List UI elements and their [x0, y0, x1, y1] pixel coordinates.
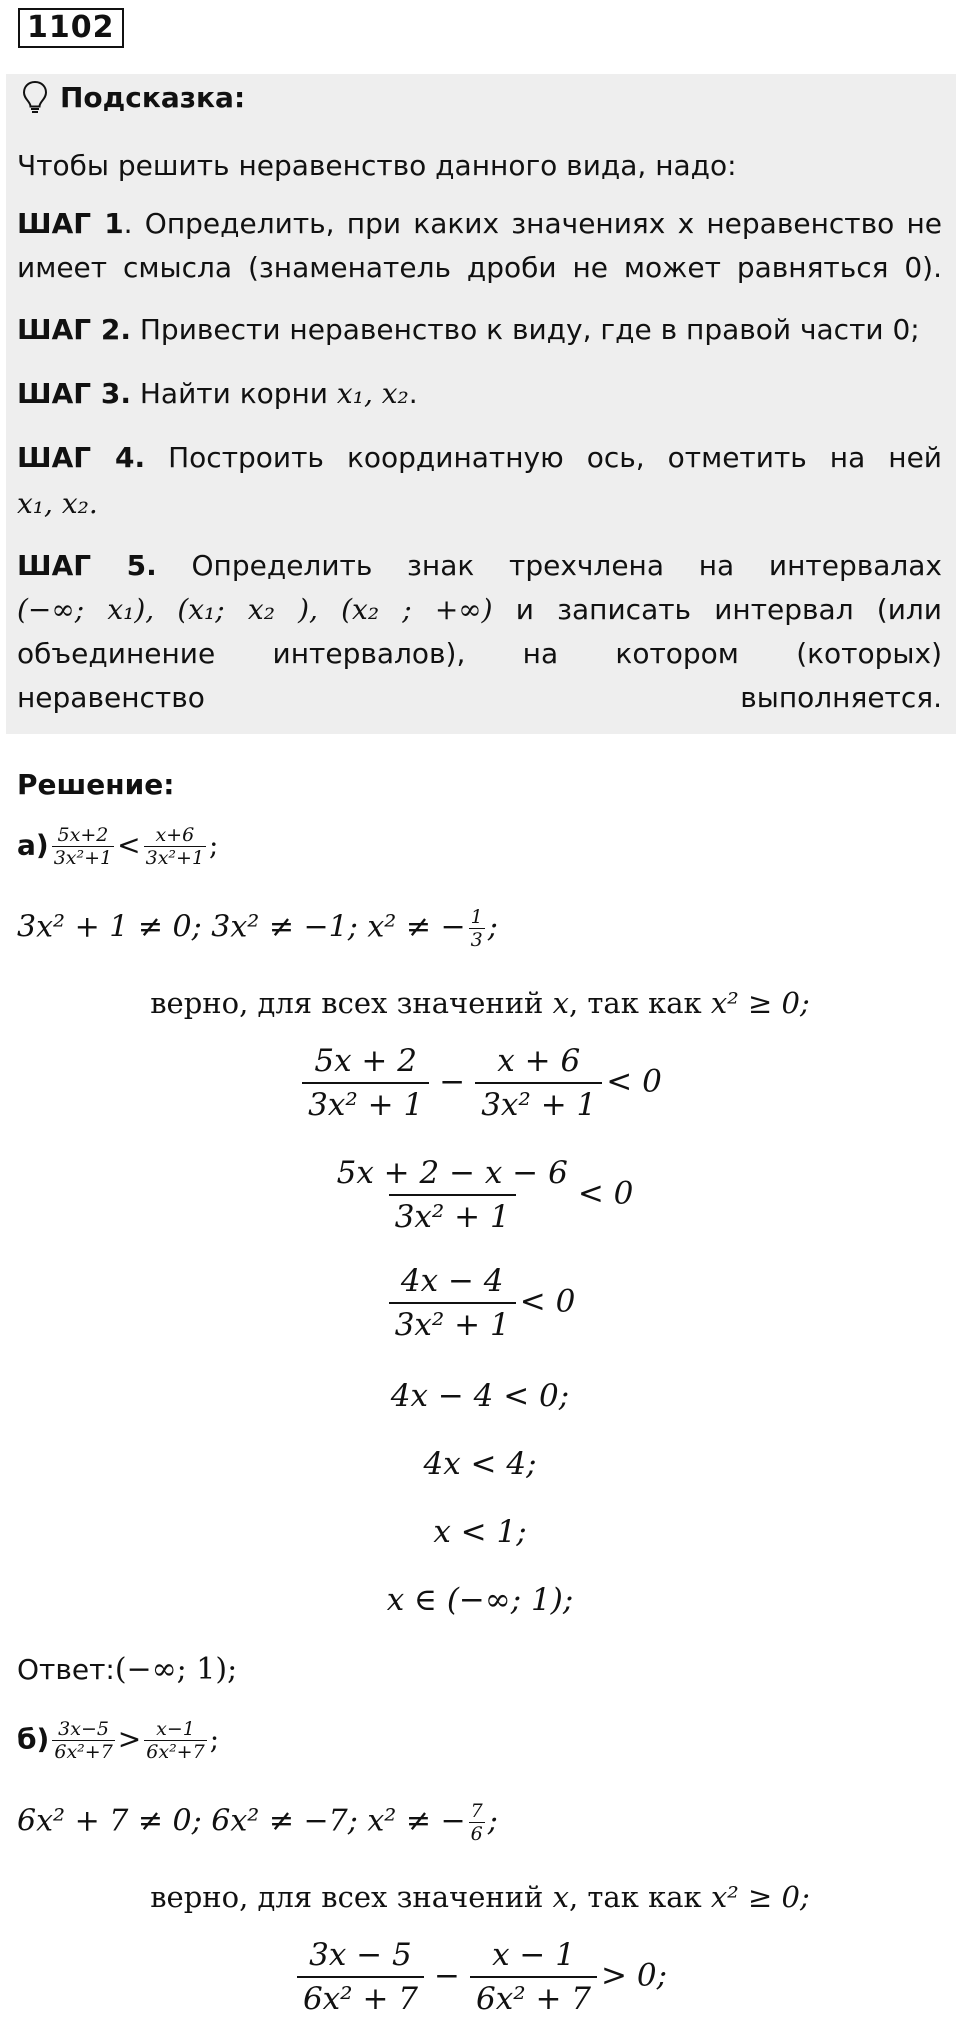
note-math: x² ≥ 0; — [710, 1880, 810, 1914]
step-3-roots: x₁, x₂ — [336, 377, 409, 410]
step-4-text: Построить координатную ось, отметить на ней — [145, 441, 942, 474]
step-3-label: ШАГ 3. — [17, 377, 131, 410]
step-5-text-b: и записать интервал (или объединение интервалов), на котором (которых) неравенство выполняется. — [17, 593, 942, 714]
fraction — [331, 1154, 574, 1236]
fraction-denominator: 6 — [470, 1823, 483, 1845]
fraction — [389, 1262, 516, 1344]
hint-step-5-cont — [17, 588, 942, 720]
part-a-inequality — [17, 824, 218, 869]
fraction-numerator: 5x+2 — [57, 824, 109, 846]
step-3-text: Найти корни — [130, 377, 337, 410]
minus-sign: − — [434, 1957, 460, 1994]
part-b-lhs-fraction — [52, 1718, 114, 1763]
step-2-label: ШАГ 2. — [17, 313, 131, 346]
rhs: < 0 — [577, 1175, 634, 1212]
part-b-rhs-fraction — [144, 1718, 206, 1763]
fraction-denominator: 3x²+1 — [53, 847, 113, 869]
note-var: x — [552, 1880, 569, 1914]
part-a-step-1 — [0, 1042, 960, 1124]
solution-title: Решение: — [17, 768, 175, 801]
part-b-step-1 — [0, 1936, 960, 2018]
fraction-denominator: 3x²+1 — [145, 847, 205, 869]
part-b-domain — [17, 1800, 498, 1845]
step-5-text-a: Определить знак трехчлена на интервалах — [156, 549, 942, 582]
hint-title-text: Подсказка: — [60, 80, 246, 114]
fraction-denominator: 3x² + 1 — [475, 1082, 602, 1124]
part-a-end: ; — [209, 828, 219, 862]
answer-label: Ответ: — [17, 1653, 115, 1686]
hint-step-4 — [17, 436, 942, 480]
fraction-numerator: 1 — [470, 906, 483, 928]
part-a-answer — [17, 1652, 237, 1687]
fraction-numerator: x + 6 — [497, 1043, 581, 1079]
minus-sign: − — [439, 1063, 466, 1100]
fraction-denominator: 3x² + 1 — [389, 1194, 516, 1236]
part-a-note — [0, 986, 960, 1020]
part-a-line-6: x < 1; — [433, 1514, 527, 1550]
part-a-label: а) — [17, 828, 49, 862]
part-a-rhs-fraction — [144, 824, 206, 869]
answer-value: (−∞; 1); — [114, 1652, 238, 1687]
step-1-text: . Определить, при каких значениях x неравенство не имеет смысла (знаменатель дроби не может равняться 0). — [17, 207, 942, 284]
part-b-inequality — [17, 1718, 219, 1763]
part-b-domain-end: ; — [487, 1803, 498, 1839]
fraction — [302, 1042, 429, 1124]
fraction-numerator: 3x−5 — [58, 1718, 109, 1740]
part-b-domain-fraction — [469, 1800, 485, 1845]
fraction-denominator: 6x² + 7 — [297, 1976, 424, 2018]
part-b-end: ; — [209, 1722, 220, 1756]
fraction — [470, 1936, 597, 2018]
part-b-note — [0, 1880, 960, 1914]
fraction — [297, 1936, 424, 2018]
step-4-label: ШАГ 4. — [17, 441, 146, 474]
step-2-text: Привести неравенство к виду, где в правой части 0; — [130, 313, 920, 346]
note-text: верно, для всех значений — [150, 1880, 553, 1914]
hint-step-4-math — [17, 482, 942, 526]
part-a-step-3 — [0, 1262, 960, 1344]
part-a-lhs-fraction — [52, 824, 114, 869]
hint-step-1 — [17, 202, 942, 290]
hint-step-2 — [17, 308, 942, 352]
fraction — [475, 1042, 602, 1124]
fraction-denominator: 3x² + 1 — [302, 1082, 429, 1124]
hint-intro: Чтобы решить неравенство данного вида, надо: — [17, 149, 737, 182]
part-a-domain-fraction — [469, 906, 485, 951]
note-text-2: , так как — [568, 1880, 711, 1914]
fraction-denominator: 6x²+7 — [54, 1741, 113, 1763]
part-a-line-7: x ∈ (−∞; 1); — [386, 1582, 574, 1618]
note-text: верно, для всех значений — [150, 986, 553, 1020]
part-a-domain — [17, 906, 498, 951]
rhs: > 0; — [601, 1957, 668, 1994]
step-5-intervals: (−∞; x₁), (x₁; x₂ ), (x₂ ; +∞) — [17, 593, 493, 626]
fraction-numerator: x − 1 — [492, 1937, 575, 1973]
part-b-domain-text: 6x² + 7 ≠ 0; 6x² ≠ −7; x² ≠ − — [17, 1803, 466, 1839]
part-a-sign: < — [117, 828, 141, 862]
fraction-numerator: 5x + 2 — [314, 1043, 417, 1079]
fraction-denominator: 6x²+7 — [146, 1741, 205, 1763]
fraction-denominator: 3 — [470, 929, 483, 951]
fraction-numerator: x−1 — [156, 1718, 195, 1740]
problem-number: 1102 — [18, 8, 124, 48]
part-a-line-5: 4x < 4; — [423, 1446, 537, 1482]
fraction-denominator: 6x² + 7 — [470, 1976, 597, 2018]
note-var: x — [552, 986, 569, 1020]
note-math: x² ≥ 0; — [710, 986, 810, 1020]
part-a-line-4: 4x − 4 < 0; — [390, 1378, 570, 1414]
fraction-numerator: 7 — [470, 1800, 483, 1822]
part-a-step-2 — [0, 1154, 960, 1236]
part-b-sign: > — [117, 1722, 142, 1756]
fraction-denominator: 3x² + 1 — [389, 1302, 516, 1344]
fraction-numerator: 5x + 2 − x − 6 — [336, 1155, 568, 1191]
fraction-numerator: 3x − 5 — [309, 1937, 412, 1973]
note-text-2: , так как — [568, 986, 711, 1020]
step-5-label: ШАГ 5. — [17, 549, 157, 582]
fraction-numerator: x+6 — [155, 824, 195, 846]
hint-step-5 — [17, 544, 942, 588]
fraction-numerator: 4x − 4 — [400, 1263, 504, 1299]
part-b-label: б) — [17, 1722, 50, 1756]
rhs: < 0 — [519, 1283, 576, 1320]
hint-step-3: ШАГ 3. Найти корни x₁, x₂. — [17, 377, 418, 410]
hint-title — [22, 80, 245, 114]
step-4-roots: x₁, x₂. — [17, 487, 98, 520]
part-a-domain-text: 3x² + 1 ≠ 0; 3x² ≠ −1; x² ≠ − — [17, 909, 466, 945]
part-a-domain-end: ; — [487, 909, 498, 945]
rhs: < 0 — [606, 1063, 662, 1100]
lightbulb-icon — [22, 80, 48, 114]
step-1-label: ШАГ 1 — [17, 207, 124, 240]
